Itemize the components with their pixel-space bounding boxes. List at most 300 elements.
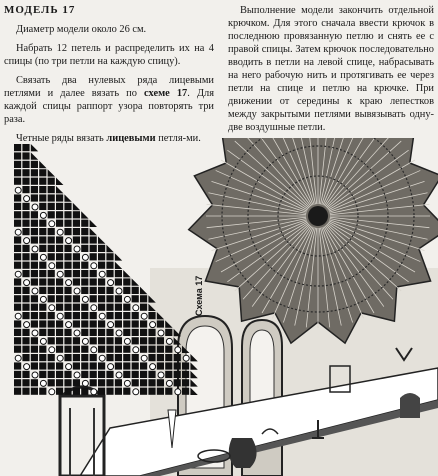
pattern-text-end: . Для каждой спицы раппорт узора повторять три раза. [4, 88, 214, 125]
chart-cell [64, 388, 71, 395]
chart-cell [39, 371, 46, 378]
chart-cell [31, 304, 38, 311]
chart-cell [81, 270, 88, 277]
chart-cell [124, 296, 130, 302]
chart-cell [115, 320, 122, 327]
chart-cell [31, 178, 38, 185]
chart-cell [81, 362, 88, 369]
chart-cell [106, 245, 113, 252]
chart-cell [90, 312, 97, 319]
chart-cell [14, 320, 21, 327]
chart-cell [98, 337, 105, 344]
chart-cell [81, 312, 88, 319]
chart-cell [106, 304, 113, 311]
chart-cell [150, 322, 156, 328]
chart-cell [24, 280, 30, 286]
chart-cell [73, 278, 80, 285]
chart-cell [14, 346, 21, 353]
chart-cell [56, 337, 63, 344]
chart-cell [15, 355, 21, 361]
chart-cell [56, 320, 63, 327]
chart-cell [90, 379, 97, 386]
chart-cell [48, 320, 55, 327]
chart-cell [82, 254, 88, 260]
chart-cell [182, 371, 189, 378]
chart-cell [39, 228, 46, 235]
chart-cell [64, 354, 71, 361]
chart-cell [73, 203, 80, 210]
chart-cell [158, 372, 164, 378]
chart-cell [22, 287, 29, 294]
chart-cell [81, 371, 88, 378]
chart-cell [124, 380, 130, 386]
chart-cell [39, 262, 46, 269]
chart-cell [148, 388, 155, 395]
chart-cell [66, 238, 72, 244]
chart-cell [73, 346, 80, 353]
chart-cell [14, 329, 21, 336]
chart-cell [73, 295, 80, 302]
chart-cell [31, 169, 38, 176]
chart-cell [64, 220, 71, 227]
chart-cell [56, 203, 63, 210]
chart-cell [40, 338, 46, 344]
chart-cell [81, 228, 88, 235]
chart-cell [99, 355, 105, 361]
chart-cell [81, 388, 88, 395]
chart-cell [57, 355, 63, 361]
chart-cell [115, 262, 122, 269]
chart-cell [22, 371, 29, 378]
chart-cell [39, 388, 46, 395]
chart-cell [90, 295, 97, 302]
diameter-paragraph: Диаметр модели около 26 см. [16, 24, 147, 35]
chart-cell [39, 220, 46, 227]
chart-cell [73, 270, 80, 277]
chart-cell [39, 320, 46, 327]
chart-cell [108, 364, 114, 370]
chart-cell [81, 320, 88, 327]
chart-cell [40, 254, 46, 260]
cast-on-paragraph: Набрать 12 петель и распределить их на 4 спицы (по три петли на каждую спицу). [4, 43, 214, 67]
chart-cell [56, 194, 63, 201]
chart-cell [73, 388, 80, 395]
chart-cell [81, 236, 88, 243]
chart-cell [81, 329, 88, 336]
chart-cell [174, 371, 181, 378]
chart-cell [81, 304, 88, 311]
chart-cell [56, 388, 63, 395]
chart-cell [148, 379, 155, 386]
chart-cell [123, 329, 130, 336]
chart-cell [123, 388, 130, 395]
chart-cell [115, 278, 122, 285]
chart-cell [56, 371, 63, 378]
chart-cell [56, 220, 63, 227]
chart-cell [24, 364, 30, 370]
chart-cell [90, 362, 97, 369]
doily-center [308, 206, 328, 226]
chart-cell [31, 337, 38, 344]
chart-cell [148, 329, 155, 336]
chart-cell [22, 186, 29, 193]
chart-cell [14, 169, 21, 176]
illustration-figure [0, 138, 438, 476]
chart-cell [115, 253, 122, 260]
chart-cell [157, 388, 164, 395]
chart-cell [48, 295, 55, 302]
chart-cell [31, 278, 38, 285]
chart-cell [132, 362, 139, 369]
chart-cell [66, 280, 72, 286]
chart-cell [14, 337, 21, 344]
chart-cell [116, 330, 122, 336]
chart-cell [157, 379, 164, 386]
chart-cell [48, 228, 55, 235]
chart-cell [64, 270, 71, 277]
chart-cell [115, 312, 122, 319]
chart-cell [106, 354, 113, 361]
chart-cell [48, 337, 55, 344]
chart-cell [73, 362, 80, 369]
chart-cell [174, 354, 181, 361]
chart-cell [14, 245, 21, 252]
chart-cell [66, 364, 72, 370]
chart-cell [90, 329, 97, 336]
chart-cell [132, 379, 139, 386]
chart-cell [98, 295, 105, 302]
chart-cell [73, 312, 80, 319]
chart-cell [64, 312, 71, 319]
chart-cell [31, 379, 38, 386]
chart-cell [98, 262, 105, 269]
chart-cell [106, 337, 113, 344]
chart-cell [157, 320, 164, 327]
chart-cell [64, 203, 71, 210]
chart-cell [57, 271, 63, 277]
chart-cell [74, 288, 80, 294]
chart-cell [64, 329, 71, 336]
chart-cell [15, 229, 21, 235]
chart-cell [22, 295, 29, 302]
chart-cell [14, 220, 21, 227]
chart-cell [39, 186, 46, 193]
chart-cell [98, 245, 105, 252]
chart-cell [14, 161, 21, 168]
chart-cell [14, 304, 21, 311]
chart-cell [31, 262, 38, 269]
chart-cell [56, 287, 63, 294]
chart-cell [22, 178, 29, 185]
chart-cell [22, 253, 29, 260]
chart-cell [90, 278, 97, 285]
chart-cell [32, 372, 38, 378]
chart-cell [64, 346, 71, 353]
chart-cell [64, 304, 71, 311]
chart-cell [140, 295, 147, 302]
chart-cell [90, 270, 97, 277]
chart-cell [48, 329, 55, 336]
chart-cell [106, 312, 113, 319]
chart-cell [56, 295, 63, 302]
chart-cell [132, 329, 139, 336]
chart-cell [22, 354, 29, 361]
chart-cell [98, 379, 105, 386]
chart-cell [99, 313, 105, 319]
chart-cell [98, 346, 105, 353]
chart-cell [81, 278, 88, 285]
chart-cell [14, 203, 21, 210]
chart-cell [31, 270, 38, 277]
chart-cell [48, 354, 55, 361]
scheme-reference: схеме 17 [144, 88, 188, 99]
chart-cell [106, 295, 113, 302]
chart-cell [115, 270, 122, 277]
chart-cell [175, 347, 181, 353]
chart-cell [165, 371, 172, 378]
chart-cell [73, 304, 80, 311]
even-rows-bold: лицевыми [106, 133, 156, 144]
chart-cell [15, 187, 21, 193]
chart-cell [81, 245, 88, 252]
chart-cell [31, 295, 38, 302]
chart-cell [73, 354, 80, 361]
chart-cell [48, 379, 55, 386]
chart-cell [31, 161, 38, 168]
chart-cell [123, 270, 130, 277]
chart-cell [106, 371, 113, 378]
chart-cell [49, 389, 55, 395]
chart-cell [182, 388, 189, 395]
chart-cell [64, 253, 71, 260]
chart-cell [22, 379, 29, 386]
scheme-label: Схема 17 [194, 275, 204, 316]
chart-cell [14, 371, 21, 378]
chart-cell [56, 262, 63, 269]
chart-cell [165, 388, 172, 395]
chart-cell [22, 312, 29, 319]
chart-cell [56, 211, 63, 218]
chart-cell [90, 337, 97, 344]
pattern-paragraph [4, 74, 214, 126]
model-title: МОДЕЛЬ 17 [4, 4, 76, 16]
chart-cell [14, 194, 21, 201]
chart-cell [48, 186, 55, 193]
chart-cell [31, 236, 38, 243]
chart-cell [115, 304, 122, 311]
chart-cell [108, 322, 114, 328]
chart-cell [56, 329, 63, 336]
chart-cell [56, 186, 63, 193]
chart-cell [115, 354, 122, 361]
chart-cell [132, 295, 139, 302]
chart-cell [174, 379, 181, 386]
chart-cell [91, 389, 97, 395]
chart-cell [24, 238, 30, 244]
chart-cell [56, 278, 63, 285]
chart-cell [123, 278, 130, 285]
chart-cell [39, 169, 46, 176]
chart-cell [14, 144, 21, 151]
chart-cell [123, 362, 130, 369]
chart-cell [115, 362, 122, 369]
chart-cell [132, 312, 139, 319]
chart-cell [39, 161, 46, 168]
chart-cell [90, 354, 97, 361]
right-text-column [228, 4, 434, 134]
chart-cell [165, 346, 172, 353]
chart-cell [39, 203, 46, 210]
chart-cell [132, 371, 139, 378]
chart-cell [90, 236, 97, 243]
chart-cell [31, 228, 38, 235]
chart-cell [22, 245, 29, 252]
chart-cell [140, 388, 147, 395]
chart-cell [74, 246, 80, 252]
chart-cell [48, 287, 55, 294]
chart-cell [64, 379, 71, 386]
chart-cell [123, 354, 130, 361]
chart-cell [31, 253, 38, 260]
chart-cell [24, 196, 30, 202]
chart-cell [99, 271, 105, 277]
chart-cell [98, 278, 105, 285]
chart-cell [82, 380, 88, 386]
chart-cell [64, 211, 71, 218]
chart-cell [132, 278, 139, 285]
chart-cell [81, 346, 88, 353]
chart-cell [48, 203, 55, 210]
chart-cell [141, 313, 147, 319]
chart-cell [39, 362, 46, 369]
chart-cell [31, 144, 38, 151]
chart-cell [81, 287, 88, 294]
chart-cell [31, 211, 38, 218]
chart-cell [174, 362, 181, 369]
chart-cell [132, 320, 139, 327]
chart-cell [22, 270, 29, 277]
chart-cell [64, 295, 71, 302]
chart-cell [48, 312, 55, 319]
chart-cell [148, 346, 155, 353]
chart-cell [98, 329, 105, 336]
chart-cell [22, 161, 29, 168]
chart-cell [32, 288, 38, 294]
chart-cell [39, 346, 46, 353]
chart-cell [14, 295, 21, 302]
chart-cell [165, 362, 172, 369]
chart-cell [123, 371, 130, 378]
chart-cell [49, 221, 55, 227]
chart-cell [64, 371, 71, 378]
chart-cell [64, 262, 71, 269]
chart-cell [148, 371, 155, 378]
chart-cell [73, 337, 80, 344]
chart-cell [64, 337, 71, 344]
chart-cell [73, 320, 80, 327]
chart-cell [15, 313, 21, 319]
chart-cell [140, 337, 147, 344]
chart-cell [106, 329, 113, 336]
chart-cell [98, 388, 105, 395]
chart-cell [82, 296, 88, 302]
chart-cell [73, 236, 80, 243]
chart-cell [74, 330, 80, 336]
chart-cell [73, 262, 80, 269]
left-text-column [4, 4, 214, 145]
chart-cell [48, 253, 55, 260]
chart-cell [98, 371, 105, 378]
chart-cell [90, 253, 97, 260]
chart-cell [115, 379, 122, 386]
chart-cell [106, 346, 113, 353]
chart-cell [14, 379, 21, 386]
chart-cell [73, 379, 80, 386]
chart-cell [90, 371, 97, 378]
chart-cell [148, 354, 155, 361]
chart-cell [24, 322, 30, 328]
chart-cell [116, 288, 122, 294]
chart-cell [157, 354, 164, 361]
chart-cell [14, 278, 21, 285]
chart-cell [106, 253, 113, 260]
chart-cell [64, 194, 71, 201]
chart-cell [116, 372, 122, 378]
chart-cell [115, 337, 122, 344]
chart-cell [133, 305, 139, 311]
chart-cell [73, 253, 80, 260]
chart-cell [140, 287, 147, 294]
chart-cell [48, 236, 55, 243]
chart-cell [22, 152, 29, 159]
chart-cell [40, 212, 46, 218]
chart-cell [98, 236, 105, 243]
chart-cell [98, 362, 105, 369]
chart-cell [39, 194, 46, 201]
chart-cell [32, 204, 38, 210]
chart-cell [183, 355, 189, 361]
chart-cell [150, 364, 156, 370]
chart-cell [56, 304, 63, 311]
chart-cell [14, 236, 21, 243]
chart-cell [157, 346, 164, 353]
chart-cell [140, 379, 147, 386]
chart-cell [48, 194, 55, 201]
chart-cell [140, 346, 147, 353]
chart-cell [22, 228, 29, 235]
chart-cell [48, 362, 55, 369]
even-rows-end: петля-ми. [155, 133, 201, 144]
chart-cell [123, 287, 130, 294]
chart-cell [91, 263, 97, 269]
chart-cell [73, 228, 80, 235]
chart-cell [123, 304, 130, 311]
chart-cell [39, 270, 46, 277]
chart-cell [123, 320, 130, 327]
chart-cell [124, 338, 130, 344]
chart-cell [123, 346, 130, 353]
chart-cell [165, 354, 172, 361]
chart-cell [39, 287, 46, 294]
chart-cell [166, 338, 172, 344]
chart-cell [157, 337, 164, 344]
chart-cell [49, 347, 55, 353]
chart-cell [48, 270, 55, 277]
chart-cell [22, 388, 29, 395]
chart-cell [31, 186, 38, 193]
chart-cell [39, 312, 46, 319]
chart-cell [14, 211, 21, 218]
